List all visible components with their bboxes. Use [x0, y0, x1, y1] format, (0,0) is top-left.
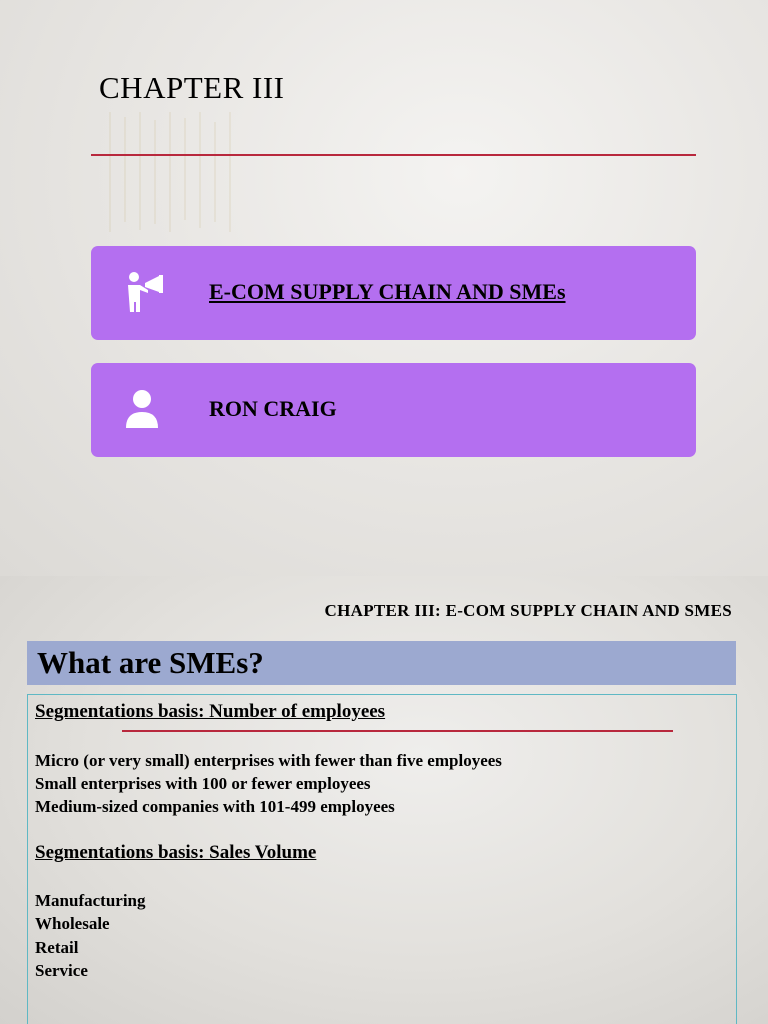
- author-card: [91, 363, 696, 457]
- heading-underline: [122, 730, 673, 732]
- content-box: [27, 694, 737, 1024]
- decorative-lines: [100, 112, 235, 232]
- topic-card: [91, 246, 696, 340]
- person-icon: [125, 388, 167, 432]
- list-item: Small enterprises with 100 or fewer employees: [35, 774, 371, 793]
- section-heading: Segmentations basis: Number of employees: [35, 701, 386, 722]
- list-item: Retail: [35, 938, 79, 957]
- presenter-megaphone-icon: [125, 271, 167, 315]
- list-item: Service: [35, 961, 88, 980]
- chapter-title: CHAPTER III: [99, 70, 285, 105]
- section-heading: Segmentations basis: Sales Volume: [35, 842, 317, 863]
- topic-label: E-COM SUPPLY CHAIN AND SMEs: [209, 279, 566, 304]
- title-bar: [27, 641, 736, 685]
- slide-header: CHAPTER III: E-COM SUPPLY CHAIN AND SMES: [324, 601, 732, 620]
- list-item: Wholesale: [35, 914, 110, 933]
- title-underline: [91, 154, 696, 156]
- list-item: Manufacturing: [35, 891, 146, 910]
- author-label: RON CRAIG: [209, 396, 337, 421]
- list-item: Micro (or very small) enterprises with fewer than five employees: [35, 751, 502, 770]
- content-slide: [0, 576, 768, 1024]
- slide-title: What are SMEs?: [37, 645, 264, 680]
- list-item: Medium-sized companies with 101-499 employees: [35, 797, 395, 816]
